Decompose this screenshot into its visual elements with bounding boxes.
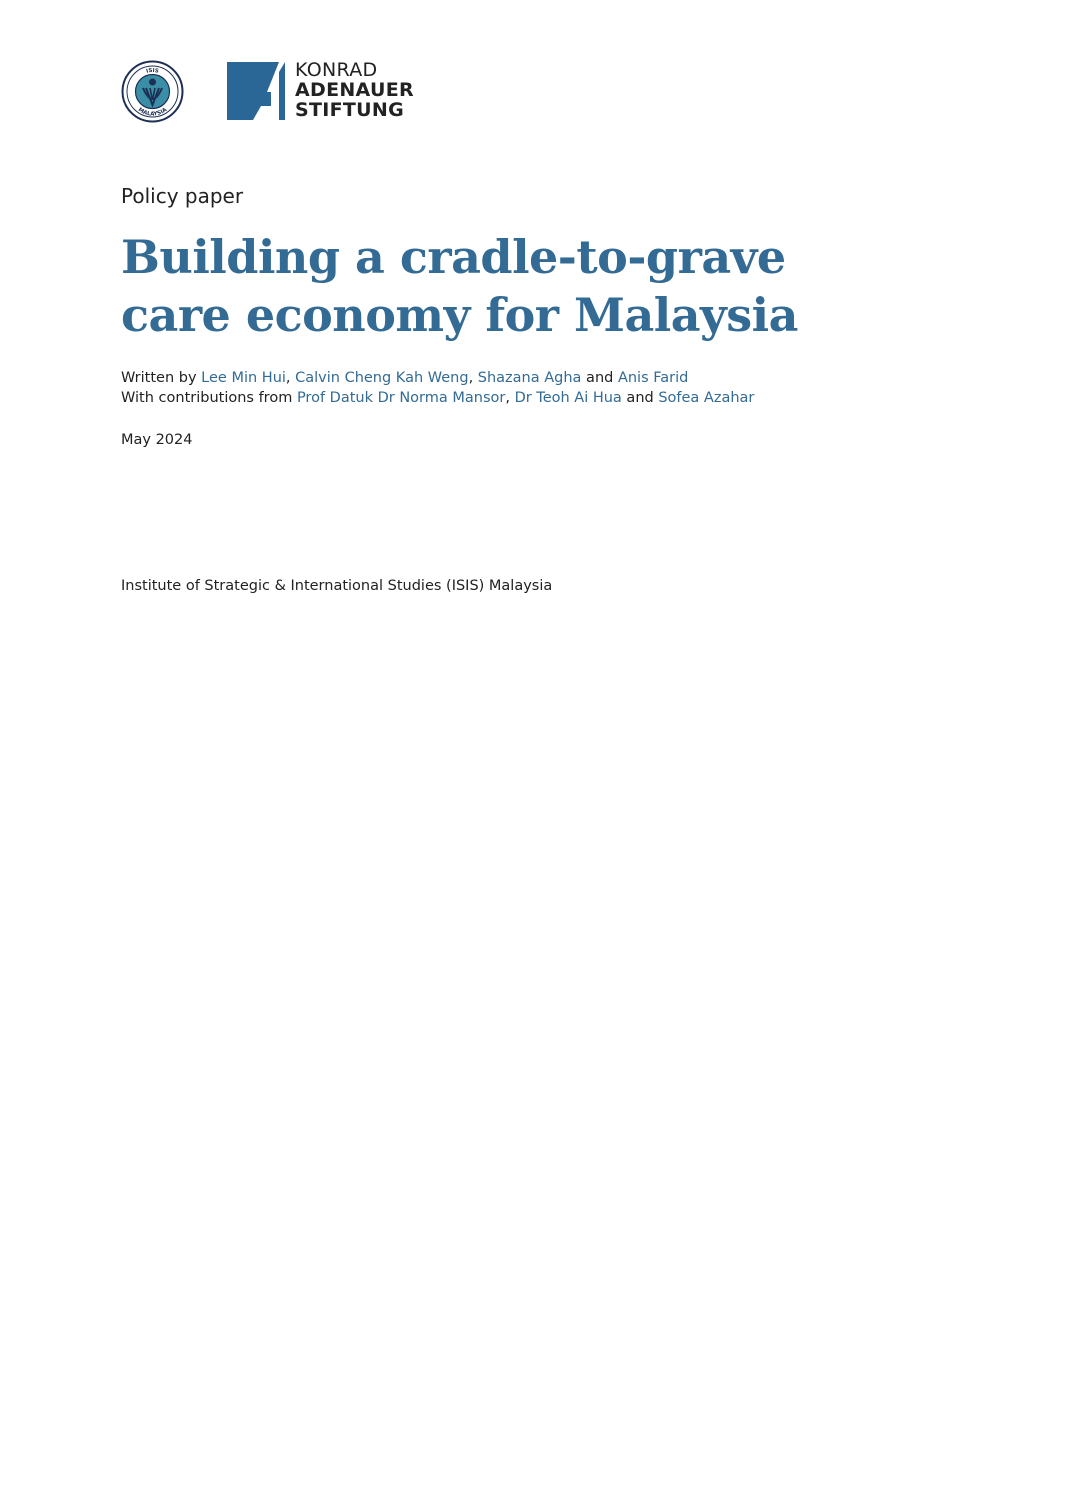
contributor-name[interactable]: Sofea Azahar — [658, 390, 755, 406]
author-name[interactable]: Shazana Agha — [477, 370, 582, 386]
author-name[interactable]: Calvin Cheng Kah Weng — [295, 370, 469, 386]
separator: , — [505, 390, 515, 406]
seal-text-top: ISIS — [145, 67, 160, 75]
written-by-line — [121, 368, 754, 388]
separator: , — [468, 370, 478, 386]
title-line-1: Building a cradle-to-grave — [121, 230, 786, 284]
document-title — [121, 228, 821, 344]
written-by-label: Written by — [121, 370, 202, 386]
separator: , — [285, 370, 296, 386]
author-name[interactable]: Lee Min Hui — [201, 370, 286, 386]
byline — [121, 368, 754, 408]
kas-wordmark — [295, 60, 414, 120]
contributor-name[interactable]: Prof Datuk Dr Norma Mansor — [296, 390, 506, 406]
kas-a-mark-icon — [227, 62, 285, 120]
isis-malaysia-seal — [121, 60, 184, 123]
kas-wordmark-line2: ADENAUER — [295, 79, 414, 101]
contributions-label: With contributions from — [121, 390, 297, 406]
conjunction: and — [581, 370, 618, 386]
title-line-2: care economy for Malaysia — [121, 288, 798, 342]
contributions-line — [121, 388, 754, 408]
conjunction: and — [621, 390, 659, 406]
kas-wordmark-line1: KONRAD — [295, 59, 378, 81]
institute-name: Institute of Strategic & International Studies (ISIS) Malaysia — [121, 578, 553, 594]
seal-text-bottom: MALAYSIA — [136, 107, 169, 118]
document-type: Policy paper — [121, 184, 244, 208]
contributor-name[interactable]: Dr Teoh Ai Hua — [514, 390, 622, 406]
author-name[interactable]: Anis Farid — [617, 370, 689, 386]
publication-date: May 2024 — [121, 432, 193, 448]
kas-logo — [227, 59, 427, 122]
kas-wordmark-line3: STIFTUNG — [295, 99, 404, 121]
